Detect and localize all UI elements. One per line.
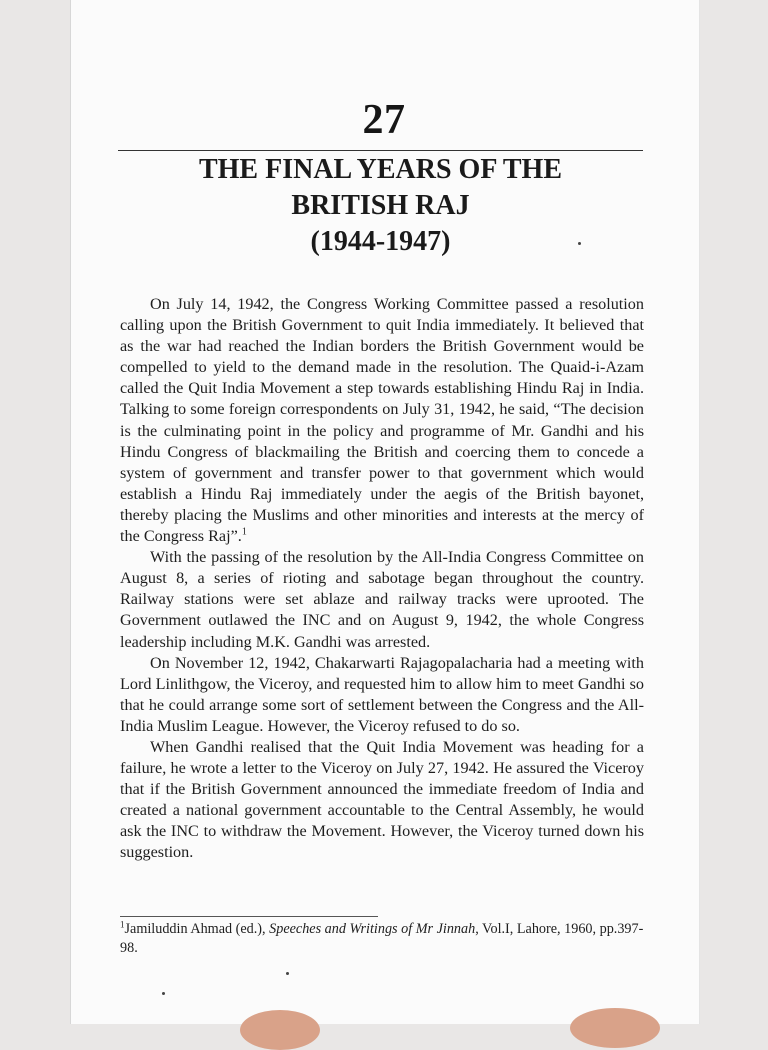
paragraph-1 xyxy=(120,294,644,547)
paragraph-3: On November 12, 1942, Chakarwarti Rajagopalacharia had a meeting with Lord Linlithgow, the Viceroy, and requested him to allow him to meet Gandhi so that he could arrange some sort of settlement between the Congress and the All-India Muslim League. However, the Viceroy refused to do so. xyxy=(120,653,644,735)
paragraph-1-text: On July 14, 1942, the Congress Working Committee passed a resolution calling upon the British Government to quit India immediately. It believed that as the war had reached the Indian borders the British Government would be compelled to yield to the demand made in the resolution. The Quaid-i-Azam called the Quit India Movement a step towards establishing Hindu Raj in India. Talking to some foreign correspondents on July 31, 1942, he said, “The decision is the culminating point in the policy and programme of Mr. Gandhi and his Hindu Congress of blackmailing the British and coercing them to concede a system of government and transfer power to that government which would establish a Hindu Raj immediately under the aegis of the British bayonet, thereby placing the Muslims and other minorities and interests at the mercy of the Congress Raj”. xyxy=(120,295,644,546)
footnote-reference: 1 xyxy=(241,526,247,538)
chapter-title-line-3: (1944-1947) xyxy=(310,226,451,257)
speck xyxy=(286,972,289,975)
footnote-author: Jamiluddin Ahmad (ed.), xyxy=(124,921,270,937)
chapter-number: 27 xyxy=(362,97,406,143)
paragraph-4: When Gandhi realised that the Quit India Movement was heading for a failure, he wrote a letter to the Viceroy on July 27, 1942. He assured the Viceroy that if the British Government announced the immediate freedom of India and created a national government accountable to the Central Assembly, he would ask the INC to withdraw the Movement. However, the Viceroy turned down his suggestion. xyxy=(120,737,644,862)
footnote-details: , Vol.I, Lahore, 1960, pp.397-98. xyxy=(120,921,644,956)
speck xyxy=(162,992,165,995)
finger-bottom-left xyxy=(240,1010,320,1050)
chapter-title xyxy=(118,152,643,260)
chapter-title-line-2: BRITISH RAJ xyxy=(291,190,470,221)
footnote-book-title: Speeches and Writings of Mr Jinnah xyxy=(269,921,476,937)
footnote-marker: 1 xyxy=(120,919,125,930)
finger-bottom-right xyxy=(570,1008,660,1048)
chapter-title-rule xyxy=(118,150,643,151)
footnote xyxy=(120,920,644,958)
footnote-divider xyxy=(120,916,378,917)
chapter-title-line-1: THE FINAL YEARS OF THE xyxy=(198,154,563,185)
speck xyxy=(578,242,581,245)
body-text xyxy=(120,294,644,864)
paragraph-2: With the passing of the resolution by the All-India Congress Committee on August 8, a series of rioting and sabotage began throughout the country. Railway stations were set ablaze and railway tracks were uprooted. The Government outlawed the INC and on August 9, 1942, the whole Congress leadership including M.K. Gandhi was arrested. xyxy=(120,548,644,651)
